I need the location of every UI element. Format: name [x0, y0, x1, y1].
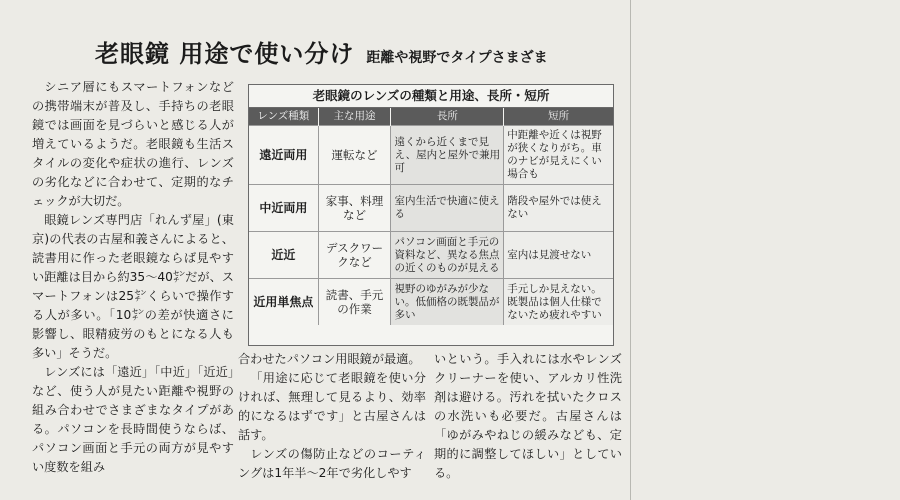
bottom-text-column-2 — [434, 350, 622, 490]
article-headline: 老眼鏡 用途で使い分け — [95, 40, 355, 68]
header-pros: 長所 — [391, 108, 504, 126]
lens-type-cell: 近用単焦点 — [249, 279, 318, 326]
paragraph: 眼鏡レンズ専門店「れんず屋」(東京)の代表の古屋和義さんによると、読書用に作った老眼鏡ならば見やすい距離は目から約35〜40㌢だが、スマートフォンは25㌢くらいで操作する人が多い。「10㌢の差が快適さに影響し、眼精疲労のもとになる人も多い」そうだ。 — [32, 213, 234, 360]
article-subheadline: 距離や視野でタイプさまざま — [366, 50, 548, 66]
lens-type-cell: 遠近両用 — [249, 126, 318, 185]
paragraph: 「用途に応じて老眼鏡を使い分ければ、無理して見るより、効率的になるはずです」と古屋さんは話す。 — [238, 371, 426, 442]
table-title: 老眼鏡のレンズの種類と用途、長所・短所 — [249, 85, 613, 108]
pros-cell: 遠くから近くまで見え、屋内と屋外で兼用可 — [391, 126, 504, 185]
lens-comparison-table — [248, 84, 614, 346]
paragraph: シニア層にもスマートフォンなどの携帯端末が普及し、手持ちの老眼鏡では画面を見づらいと感じる人が増えているようだ。老眼鏡も生活スタイルの変化や症状の進行、レンズの劣化などに合わせて、定期的なチェックが大切だ。 — [32, 80, 234, 208]
main-use-cell: デスクワークなど — [318, 232, 391, 279]
table-row — [249, 185, 613, 232]
header-main-use: 主な用途 — [318, 108, 391, 126]
lens-type-cell: 中近両用 — [249, 185, 318, 232]
main-use-cell: 家事、料理など — [318, 185, 391, 232]
lens-type-cell: 近近 — [249, 232, 318, 279]
lens-table — [249, 108, 613, 325]
cons-cell: 中距離や近くは視野が狭くなりがち。車のナビが見えにくい場合も — [504, 126, 613, 185]
headline-row — [95, 34, 615, 74]
table-row — [249, 232, 613, 279]
paragraph: レンズには「遠近」「中近」「近近」など、使う人が見たい距離や視野の組み合わせでさまざまなタイプがある。パソコンを長時間使うならば、パソコン画面と手元の両方が見やすい度数を組み — [32, 365, 234, 474]
table-row — [249, 126, 613, 185]
paragraph: いという。手入れには水やレンズクリーナーを使い、アルカリ性洗剤は避ける。汚れを拭いたクロスの水洗いも必要だ。古屋さんは「ゆがみやねじの緩みなども、定期的に調整してほしい」としている。 — [434, 352, 622, 480]
header-cons: 短所 — [504, 108, 613, 126]
bottom-text-column-1 — [238, 350, 426, 490]
header-lens-type: レンズ種類 — [249, 108, 318, 126]
paragraph: 合わせたパソコン用眼鏡が最適。 — [238, 352, 421, 366]
pros-cell: 視野のゆがみが少ない。低価格の既製品が多い — [391, 279, 504, 326]
pros-cell: 室内生活で快適に使える — [391, 185, 504, 232]
main-use-cell: 読書、手元の作業 — [318, 279, 391, 326]
cons-cell: 室内は見渡せない — [504, 232, 613, 279]
vertical-text-region — [630, 0, 900, 500]
cons-cell: 階段や屋外では使えない — [504, 185, 613, 232]
left-text-column — [32, 78, 234, 490]
main-use-cell: 運転など — [318, 126, 391, 185]
paragraph: レンズの傷防止などのコーティングは1年半〜2年で劣化しやす — [238, 447, 426, 480]
pros-cell: パソコン画面と手元の資料など、異なる焦点の近くのものが見える — [391, 232, 504, 279]
cons-cell: 手元しか見えない。既製品は個人仕様でないため疲れやすい — [504, 279, 613, 326]
table-row — [249, 279, 613, 326]
table-header-row — [249, 108, 613, 126]
